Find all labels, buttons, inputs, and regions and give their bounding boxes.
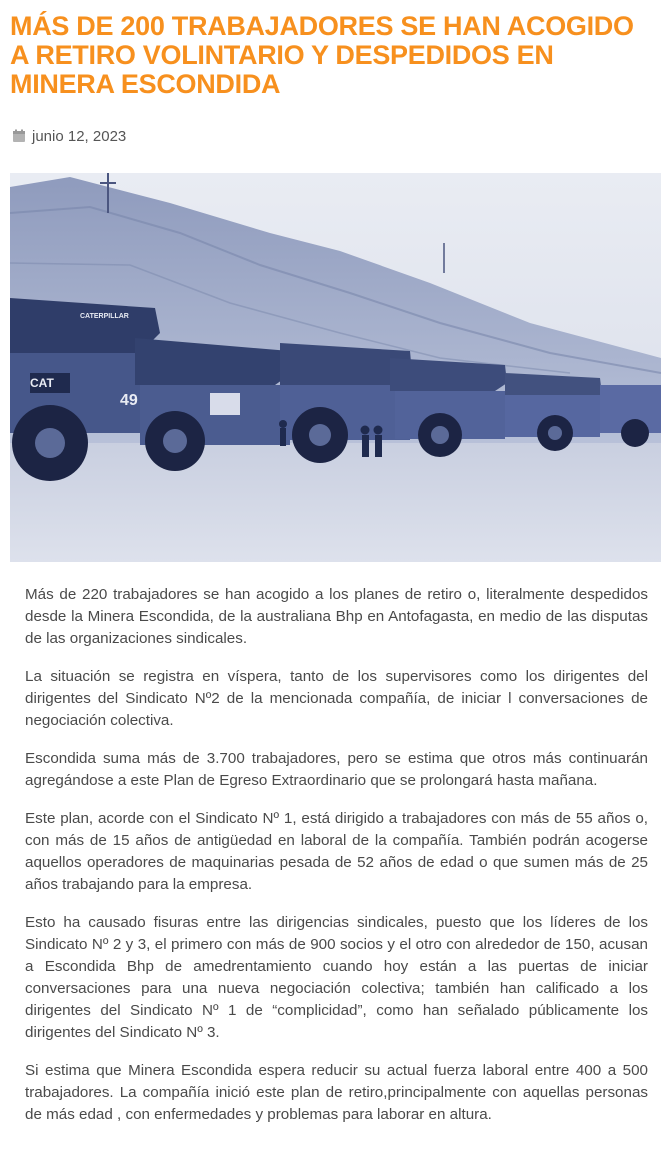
paragraph-5: Esto ha causado fisuras entre las dirigencias sindicales, puesto que los líderes de los Sindicato Nº 2 y 3, el primero con más de 900 socios y el otro con alrededor de 150, acusan a Escondida Bhp de amedrentamiento cuando hoy están a las puertas de iniciar conversaciones para una nueva negociación colectiva; también han calificado a los dirigentes del Sindicato Nº 1 de “complicidad”, como han señalado públicamente los dirigentes del Sindicato Nº 3. — [25, 914, 648, 1041]
paragraph-1: Más de 220 trabajadores se han acogido a los planes de retiro o, literalmente despedidos desde la Minera Escondida, de la australiana Bhp en Antofagasta, en medio de las disputas de las organizaciones sindicales. — [25, 586, 648, 647]
calendar-icon — [12, 129, 26, 143]
paragraph-2: La situación se registra en víspera, tanto de los supervisores como los dirigentes del dirigentes del Sindicato Nº2 de la mencionada compañía, de iniciar l conversaciones de negociación colectiva. — [25, 668, 648, 729]
paragraph-4: Este plan, acorde con el Sindicato Nº 1, está dirigido a trabajadores con más de 55 años o, con más de 15 años de antigüedad en laboral de la compañía. También podrán acogerse aquellos operadores de maquinarias pesada de 52 años de edad o que sumen más de 25 años trabajando para la empresa. — [25, 810, 648, 893]
svg-text:CATERPILLAR: CATERPILLAR — [80, 313, 129, 320]
post-date — [12, 126, 126, 146]
paragraph-3: Escondida suma más de 3.700 trabajadores, pero se estima que otros más continuarán agregándose a este Plan de Egreso Extraordinario que se prolongará hasta mañana. — [25, 750, 648, 789]
article-title: MÁS DE 200 TRABAJADORES SE HAN ACOGIDO A RETIRO VOLINTARIO Y DESPEDIDOS EN MINERA ESCONDIDA — [10, 11, 634, 99]
svg-text:CAT: CAT — [30, 376, 54, 390]
hero-photo-mining-trucks — [10, 173, 661, 562]
post-date-text: junio 12, 2023 — [32, 127, 127, 145]
mining-trucks-illustration — [10, 173, 661, 562]
svg-text:49: 49 — [120, 392, 138, 409]
paragraph-6: Si estima que Minera Escondida espera reducir su actual fuerza laboral entre 400 a 500 trabajadores. La compañía inició este plan de retiro,principalmente con aquellas personas de más edad , con enfermedades y problemas para laborar en altura. — [25, 1062, 648, 1123]
article-body — [25, 584, 648, 1142]
